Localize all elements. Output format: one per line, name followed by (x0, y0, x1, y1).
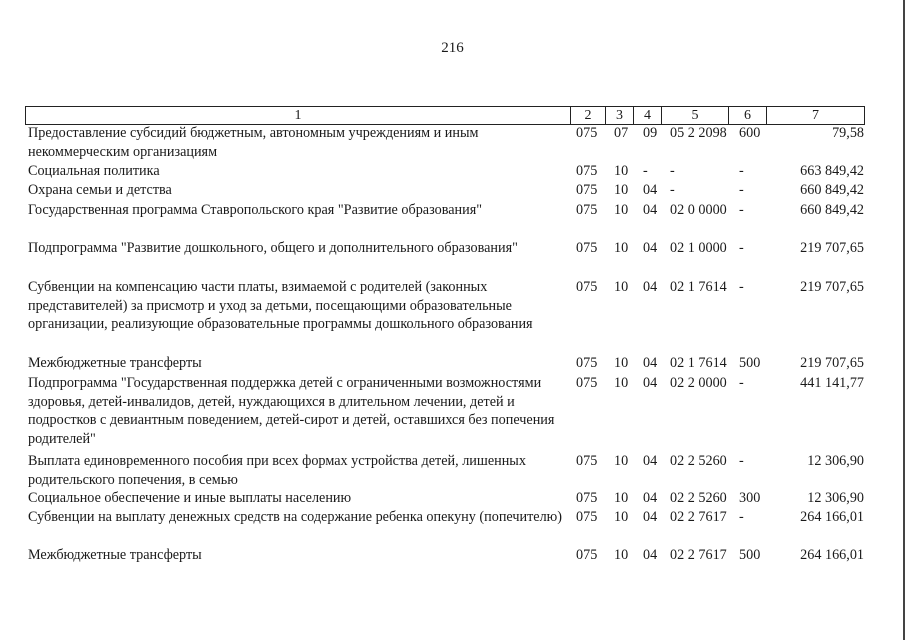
row-code-3: 10 (614, 240, 629, 256)
row-name: Социальная политика (28, 163, 160, 179)
row-code-2: 075 (576, 490, 598, 506)
row-code-2: 075 (576, 240, 598, 256)
row-code-3: 10 (614, 547, 629, 563)
row-code-6: - (739, 240, 744, 256)
row-code-5: 02 2 5260 (670, 453, 727, 469)
row-name: Подпрограмма "Государственная поддержка детей с ограниченными возможностями здоровья, детей-инвалидов, детей, нуждающихся в длительном лечении, детей и подростков с девиантным поведением, детей-сирот и детей, оставшихся без попечения родителей" (28, 375, 555, 447)
row-code-4: 04 (643, 453, 658, 469)
row-code-5: 02 1 7614 (670, 279, 727, 295)
row-code-6: 500 (739, 547, 761, 563)
row-code-2: 075 (576, 509, 598, 525)
row-code-3: 10 (614, 509, 629, 525)
row-code-6: 300 (739, 490, 761, 506)
row-code-5: 02 2 7617 (670, 509, 727, 525)
header-col-1: 1 (26, 107, 571, 125)
row-code-5: 02 0 0000 (670, 202, 727, 218)
row-name: Охрана семьи и детства (28, 182, 172, 198)
row-name: Субвенции на компенсацию части платы, взимаемой с родителей (законных представителей) за присмотр и уход за детьми, посещающими образовательные организации, реализующие образовательные программы дошкольного образования (28, 279, 533, 332)
row-name: Выплата единовременного пособия при всех формах устройства детей, лишенных родительского попечения, в семью (28, 453, 526, 488)
page-number: 216 (441, 40, 464, 56)
row-amount: 219 707,65 (800, 279, 864, 295)
row-amount: 441 141,77 (800, 375, 864, 391)
header-col-4: 4 (634, 107, 662, 125)
row-amount: 79,58 (832, 125, 864, 141)
row-code-4: - (643, 163, 648, 179)
row-code-2: 075 (576, 182, 598, 198)
row-amount: 264 166,01 (800, 509, 864, 525)
row-amount: 12 306,90 (807, 453, 864, 469)
column-header-row (25, 106, 865, 125)
row-code-4: 04 (643, 375, 658, 391)
row-name: Предоставление субсидий бюджетным, автономным учреждениям и иным некоммерческим организациям (28, 125, 479, 160)
row-code-5: 02 2 0000 (670, 375, 727, 391)
row-code-4: 04 (643, 202, 658, 218)
row-code-3: 07 (614, 125, 629, 141)
row-code-6: - (739, 202, 744, 218)
row-amount: 219 707,65 (800, 355, 864, 371)
row-code-6: - (739, 182, 744, 198)
row-code-6: - (739, 509, 744, 525)
row-code-2: 075 (576, 279, 598, 295)
header-col-7: 7 (767, 107, 865, 125)
header-col-5: 5 (662, 107, 729, 125)
row-code-4: 09 (643, 125, 658, 141)
row-code-5: 02 1 7614 (670, 355, 727, 371)
row-code-2: 075 (576, 547, 598, 563)
row-code-6: 600 (739, 125, 761, 141)
row-name: Государственная программа Ставропольского края "Развитие образования" (28, 202, 483, 218)
row-code-3: 10 (614, 355, 629, 371)
row-code-4: 04 (643, 509, 658, 525)
row-code-5: - (670, 182, 675, 198)
row-code-3: 10 (614, 490, 629, 506)
header-col-2: 2 (571, 107, 606, 125)
row-code-6: 500 (739, 355, 761, 371)
row-code-3: 10 (614, 279, 629, 295)
row-code-3: 10 (614, 375, 629, 391)
row-amount: 663 849,42 (800, 163, 864, 179)
header-col-3: 3 (606, 107, 634, 125)
row-amount: 660 849,42 (800, 202, 864, 218)
row-code-4: 04 (643, 547, 658, 563)
row-name: Подпрограмма "Развитие дошкольного, общего и дополнительного образования" (28, 240, 518, 256)
row-code-2: 075 (576, 125, 598, 141)
row-code-3: 10 (614, 202, 629, 218)
row-code-5: 02 2 5260 (670, 490, 727, 506)
row-code-6: - (739, 279, 744, 295)
row-code-4: 04 (643, 355, 658, 371)
row-amount: 219 707,65 (800, 240, 864, 256)
row-code-3: 10 (614, 163, 629, 179)
row-code-6: - (739, 375, 744, 391)
row-code-5: 02 1 0000 (670, 240, 727, 256)
row-code-4: 04 (643, 182, 658, 198)
row-name: Межбюджетные трансферты (28, 547, 202, 563)
row-code-6: - (739, 453, 744, 469)
row-name: Межбюджетные трансферты (28, 355, 202, 371)
row-name: Субвенции на выплату денежных средств на содержание ребенка опекуну (попечителю) (28, 509, 562, 525)
row-code-2: 075 (576, 453, 598, 469)
row-code-4: 04 (643, 240, 658, 256)
row-code-5: - (670, 163, 675, 179)
row-code-4: 04 (643, 279, 658, 295)
row-code-5: 05 2 2098 (670, 125, 727, 141)
row-amount: 264 166,01 (800, 547, 864, 563)
row-code-2: 075 (576, 355, 598, 371)
row-amount: 660 849,42 (800, 182, 864, 198)
header-col-6: 6 (729, 107, 767, 125)
row-code-6: - (739, 163, 744, 179)
row-amount: 12 306,90 (807, 490, 864, 506)
row-code-5: 02 2 7617 (670, 547, 727, 563)
row-code-4: 04 (643, 490, 658, 506)
row-code-2: 075 (576, 202, 598, 218)
row-code-3: 10 (614, 453, 629, 469)
row-code-2: 075 (576, 375, 598, 391)
row-name: Социальное обеспечение и иные выплаты населению (28, 490, 352, 506)
row-code-3: 10 (614, 182, 629, 198)
row-code-2: 075 (576, 163, 598, 179)
